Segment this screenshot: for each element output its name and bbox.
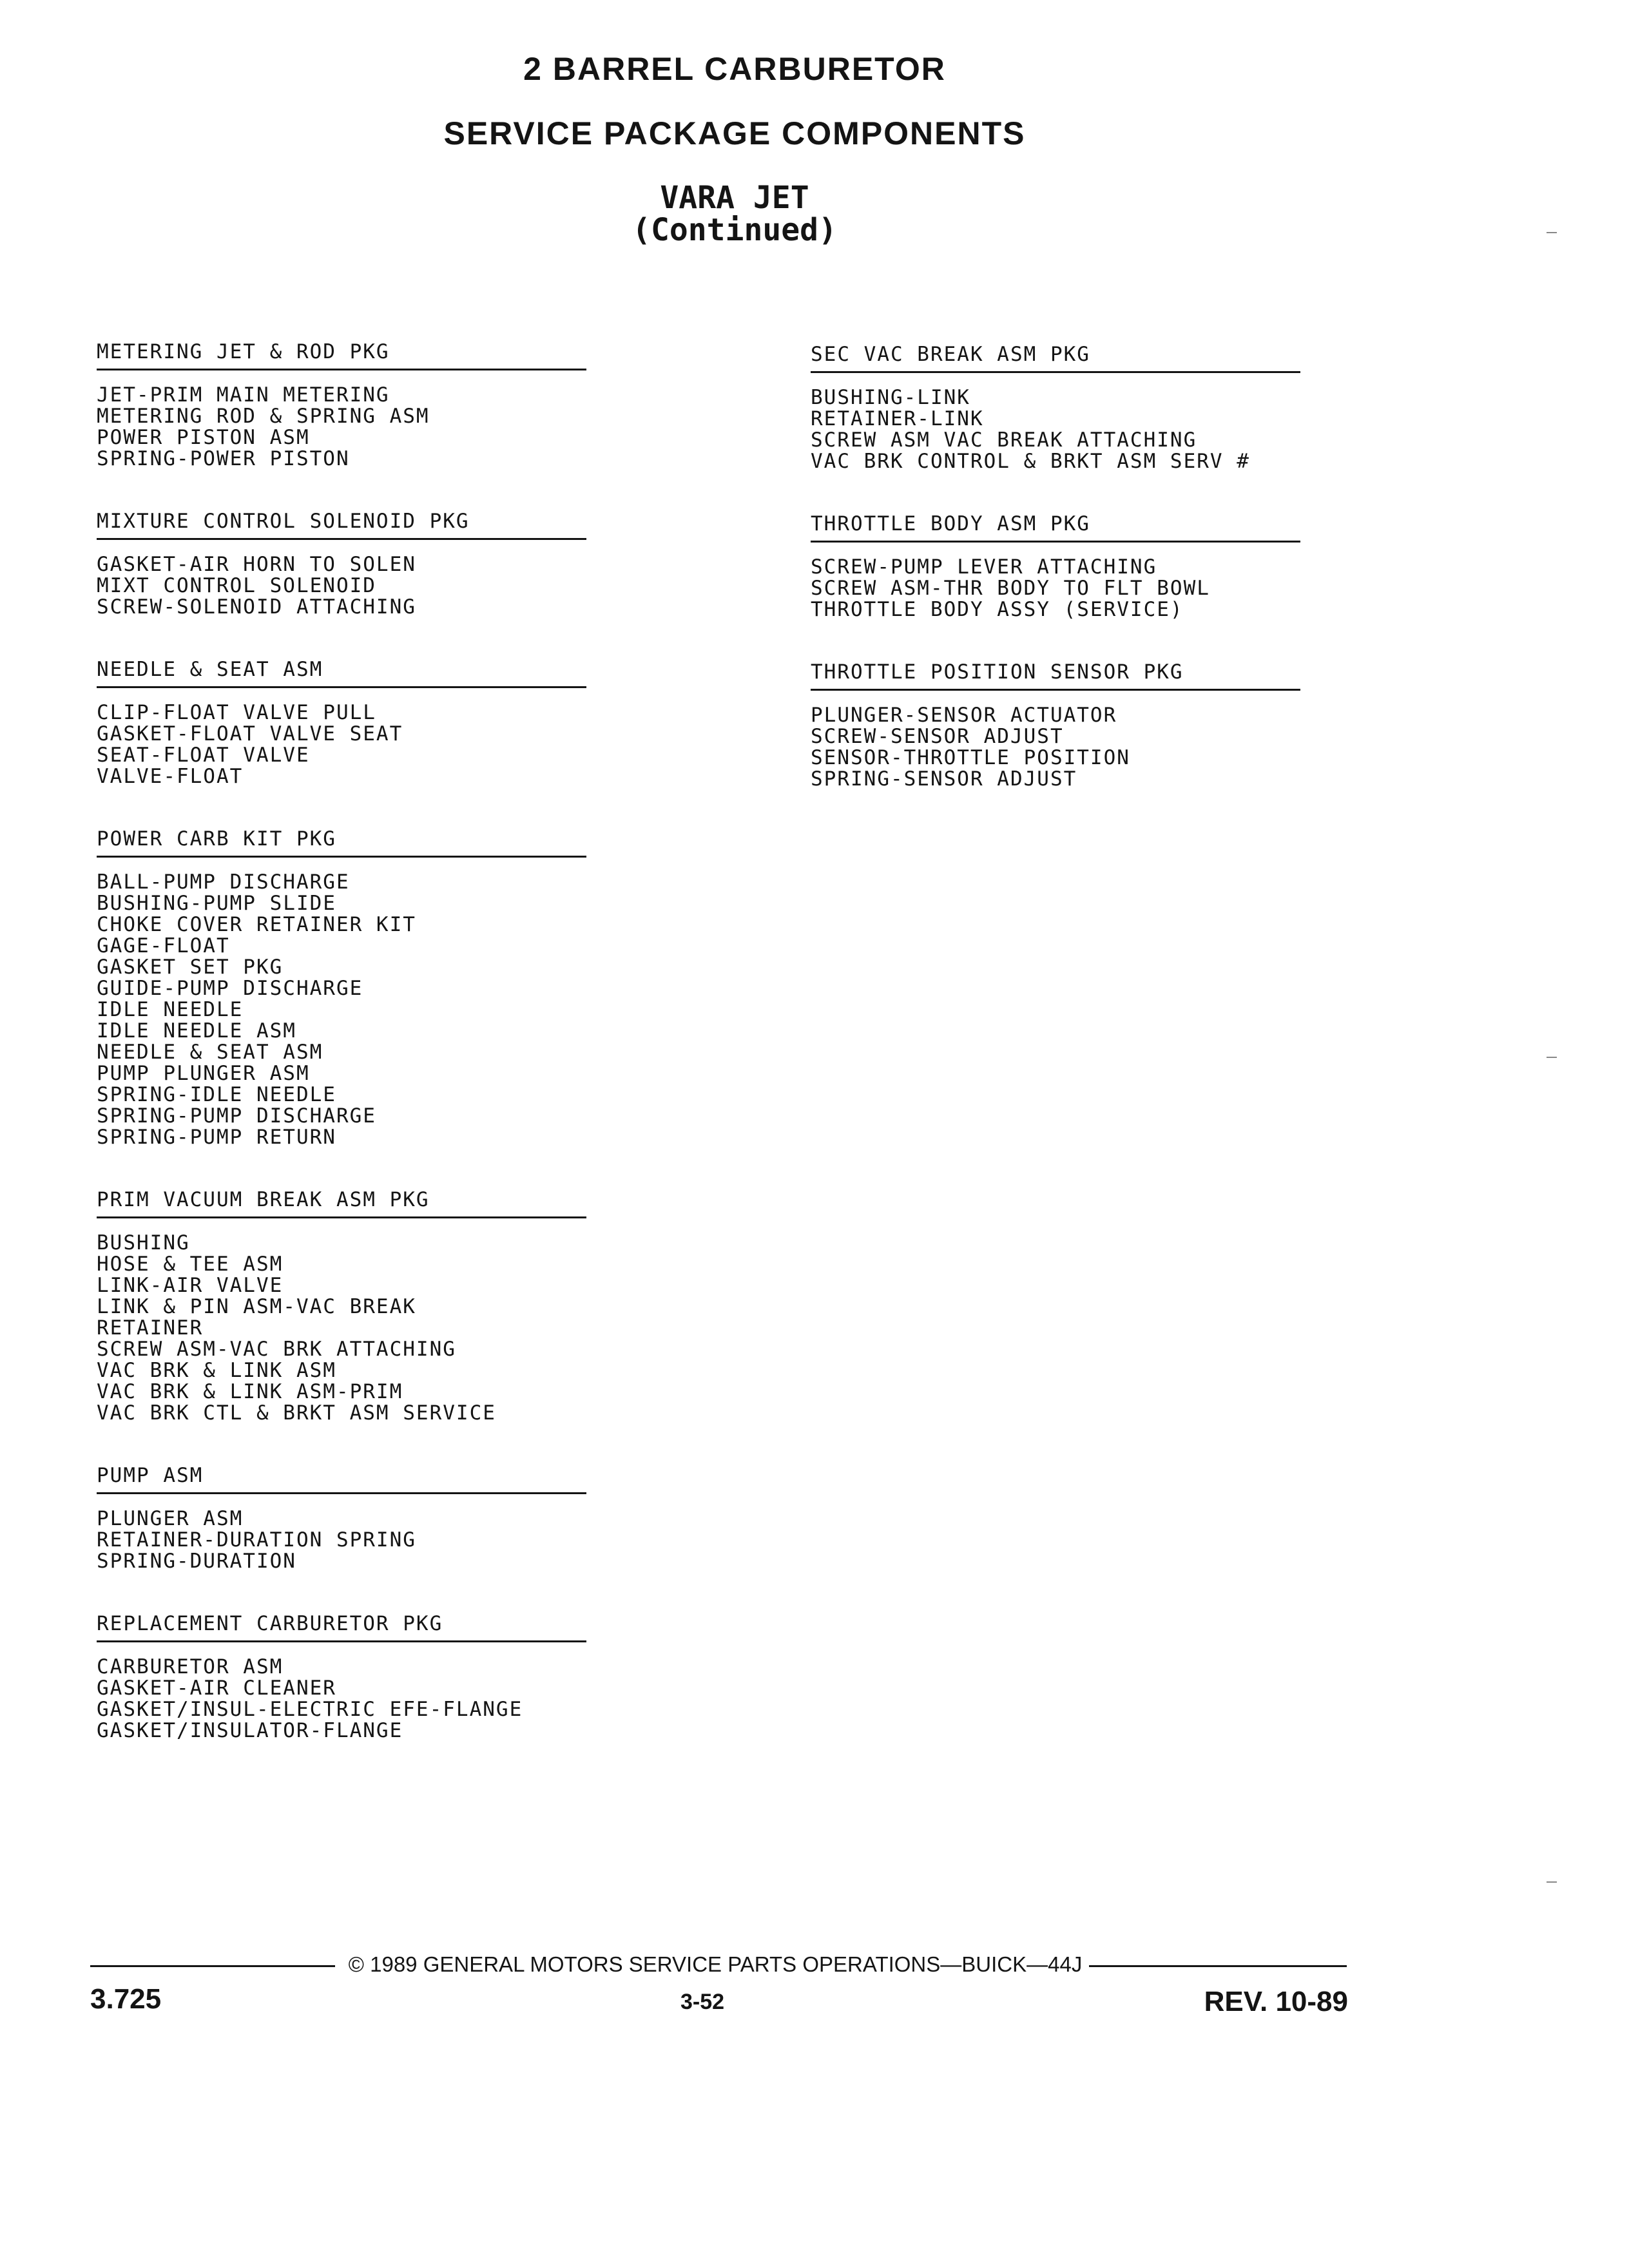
component-item: SENSOR-THROTTLE POSITION bbox=[811, 746, 1130, 769]
component-list bbox=[97, 554, 586, 618]
section-heading: POWER CARB KIT PKG bbox=[97, 827, 586, 858]
component-item: GASKET-AIR CLEANER bbox=[97, 1677, 336, 1700]
footer-rule-right bbox=[1089, 1965, 1347, 1967]
component-item: PLUNGER ASM bbox=[97, 1507, 244, 1530]
right-column bbox=[811, 343, 1300, 830]
component-item: CLIP-FLOAT VALVE PULL bbox=[97, 701, 376, 724]
package-section bbox=[97, 510, 586, 618]
package-section bbox=[97, 1188, 586, 1424]
component-item: LINK & PIN ASM-VAC BREAK bbox=[97, 1295, 416, 1318]
section-heading: PUMP ASM bbox=[97, 1464, 586, 1494]
component-item: RETAINER bbox=[97, 1316, 204, 1340]
component-list bbox=[811, 387, 1300, 472]
margin-mark bbox=[1547, 1057, 1557, 1058]
component-list bbox=[97, 1657, 586, 1742]
component-item: GASKET-FLOAT VALVE SEAT bbox=[97, 722, 403, 745]
margin-mark bbox=[1547, 232, 1557, 233]
component-item: IDLE NEEDLE ASM bbox=[97, 1019, 296, 1043]
component-item: SCREW-SOLENOID ATTACHING bbox=[97, 595, 416, 619]
component-item: VAC BRK CTL & BRKT ASM SERVICE bbox=[97, 1401, 496, 1425]
component-item: PUMP PLUNGER ASM bbox=[97, 1062, 310, 1085]
section-heading: METERING JET & ROD PKG bbox=[97, 340, 586, 370]
package-section bbox=[811, 660, 1300, 790]
section-heading: SEC VAC BREAK ASM PKG bbox=[811, 343, 1300, 373]
component-item: VAC BRK CONTROL & BRKT ASM SERV # bbox=[811, 450, 1250, 473]
footer-copyright: © 1989 GENERAL MOTORS SERVICE PARTS OPERATIONS—BUICK—44J bbox=[348, 1952, 1083, 1976]
component-item: BUSHING-LINK bbox=[811, 386, 970, 409]
component-list bbox=[97, 385, 586, 470]
component-list bbox=[811, 557, 1300, 620]
component-item: SCREW ASM VAC BREAK ATTACHING bbox=[811, 428, 1197, 452]
package-section bbox=[97, 340, 586, 470]
section-heading: MIXTURE CONTROL SOLENOID PKG bbox=[97, 510, 586, 540]
component-item: VAC BRK & LINK ASM bbox=[97, 1359, 336, 1382]
section-title bbox=[0, 182, 1469, 246]
section-heading: THROTTLE BODY ASM PKG bbox=[811, 512, 1300, 543]
component-item: VALVE-FLOAT bbox=[97, 765, 244, 788]
section-title-line2: (Continued) bbox=[632, 212, 837, 248]
component-item: SPRING-POWER PISTON bbox=[97, 447, 350, 470]
component-item: POWER PISTON ASM bbox=[97, 426, 310, 449]
footer-page-number: 3-52 bbox=[680, 1990, 725, 2014]
package-section bbox=[97, 827, 586, 1148]
section-heading: NEEDLE & SEAT ASM bbox=[97, 658, 586, 688]
component-item: CARBURETOR ASM bbox=[97, 1655, 284, 1678]
package-section bbox=[811, 343, 1300, 472]
component-item: RETAINER-LINK bbox=[811, 407, 984, 430]
component-item: SCREW-SENSOR ADJUST bbox=[811, 725, 1064, 748]
package-section bbox=[811, 512, 1300, 620]
component-item: METERING ROD & SPRING ASM bbox=[97, 405, 430, 428]
component-item: LINK-AIR VALVE bbox=[97, 1274, 284, 1297]
component-item: GAGE-FLOAT bbox=[97, 934, 230, 957]
component-item: SPRING-PUMP DISCHARGE bbox=[97, 1104, 376, 1128]
component-item: GASKET/INSULATOR-FLANGE bbox=[97, 1719, 403, 1742]
package-section bbox=[97, 658, 586, 787]
footer-section-number: 3.725 bbox=[90, 1983, 162, 2015]
section-title-line1: VARA JET bbox=[660, 180, 809, 216]
component-item: BALL-PUMP DISCHARGE bbox=[97, 870, 350, 894]
component-item: SCREW ASM-THR BODY TO FLT BOWL bbox=[811, 577, 1210, 600]
component-item: SPRING-IDLE NEEDLE bbox=[97, 1083, 336, 1106]
component-item: RETAINER-DURATION SPRING bbox=[97, 1528, 416, 1552]
component-item: BUSHING-PUMP SLIDE bbox=[97, 892, 336, 915]
component-item: THROTTLE BODY ASSY (SERVICE) bbox=[811, 598, 1184, 621]
component-item: GASKET/INSUL-ELECTRIC EFE-FLANGE bbox=[97, 1698, 523, 1721]
left-column bbox=[97, 340, 586, 1782]
component-item: SCREW ASM-VAC BRK ATTACHING bbox=[97, 1338, 456, 1361]
component-item: HOSE & TEE ASM bbox=[97, 1253, 284, 1276]
component-item: SPRING-SENSOR ADJUST bbox=[811, 767, 1077, 791]
component-item: NEEDLE & SEAT ASM bbox=[97, 1041, 323, 1064]
component-item: SEAT-FLOAT VALVE bbox=[97, 744, 310, 767]
component-item: IDLE NEEDLE bbox=[97, 998, 244, 1021]
margin-mark bbox=[1547, 1881, 1557, 1883]
component-item: CHOKE COVER RETAINER KIT bbox=[97, 913, 416, 936]
component-item: MIXT CONTROL SOLENOID bbox=[97, 574, 376, 597]
component-list bbox=[811, 705, 1300, 790]
component-item: BUSHING bbox=[97, 1231, 190, 1254]
section-heading: REPLACEMENT CARBURETOR PKG bbox=[97, 1612, 586, 1642]
component-list bbox=[97, 1508, 586, 1572]
component-list bbox=[97, 702, 586, 787]
component-item: JET-PRIM MAIN METERING bbox=[97, 383, 390, 407]
component-item: GUIDE-PUMP DISCHARGE bbox=[97, 977, 363, 1000]
page-subtitle: SERVICE PACKAGE COMPONENTS bbox=[443, 115, 1026, 151]
page-title: 2 BARREL CARBURETOR bbox=[523, 51, 946, 87]
section-heading: THROTTLE POSITION SENSOR PKG bbox=[811, 660, 1300, 691]
footer-rule-left bbox=[90, 1965, 335, 1967]
component-list bbox=[97, 1233, 586, 1424]
package-section bbox=[97, 1464, 586, 1572]
section-heading: PRIM VACUUM BREAK ASM PKG bbox=[97, 1188, 586, 1218]
package-section bbox=[97, 1612, 586, 1742]
component-item: SPRING-DURATION bbox=[97, 1550, 296, 1573]
component-list bbox=[97, 872, 586, 1148]
component-item: GASKET SET PKG bbox=[97, 956, 284, 979]
component-item: PLUNGER-SENSOR ACTUATOR bbox=[811, 704, 1117, 727]
component-item: GASKET-AIR HORN TO SOLEN bbox=[97, 553, 416, 576]
component-item: VAC BRK & LINK ASM-PRIM bbox=[97, 1380, 403, 1403]
footer-revision: REV. 10-89 bbox=[1204, 1986, 1348, 2017]
component-item: SCREW-PUMP LEVER ATTACHING bbox=[811, 555, 1157, 579]
component-item: SPRING-PUMP RETURN bbox=[97, 1126, 336, 1149]
